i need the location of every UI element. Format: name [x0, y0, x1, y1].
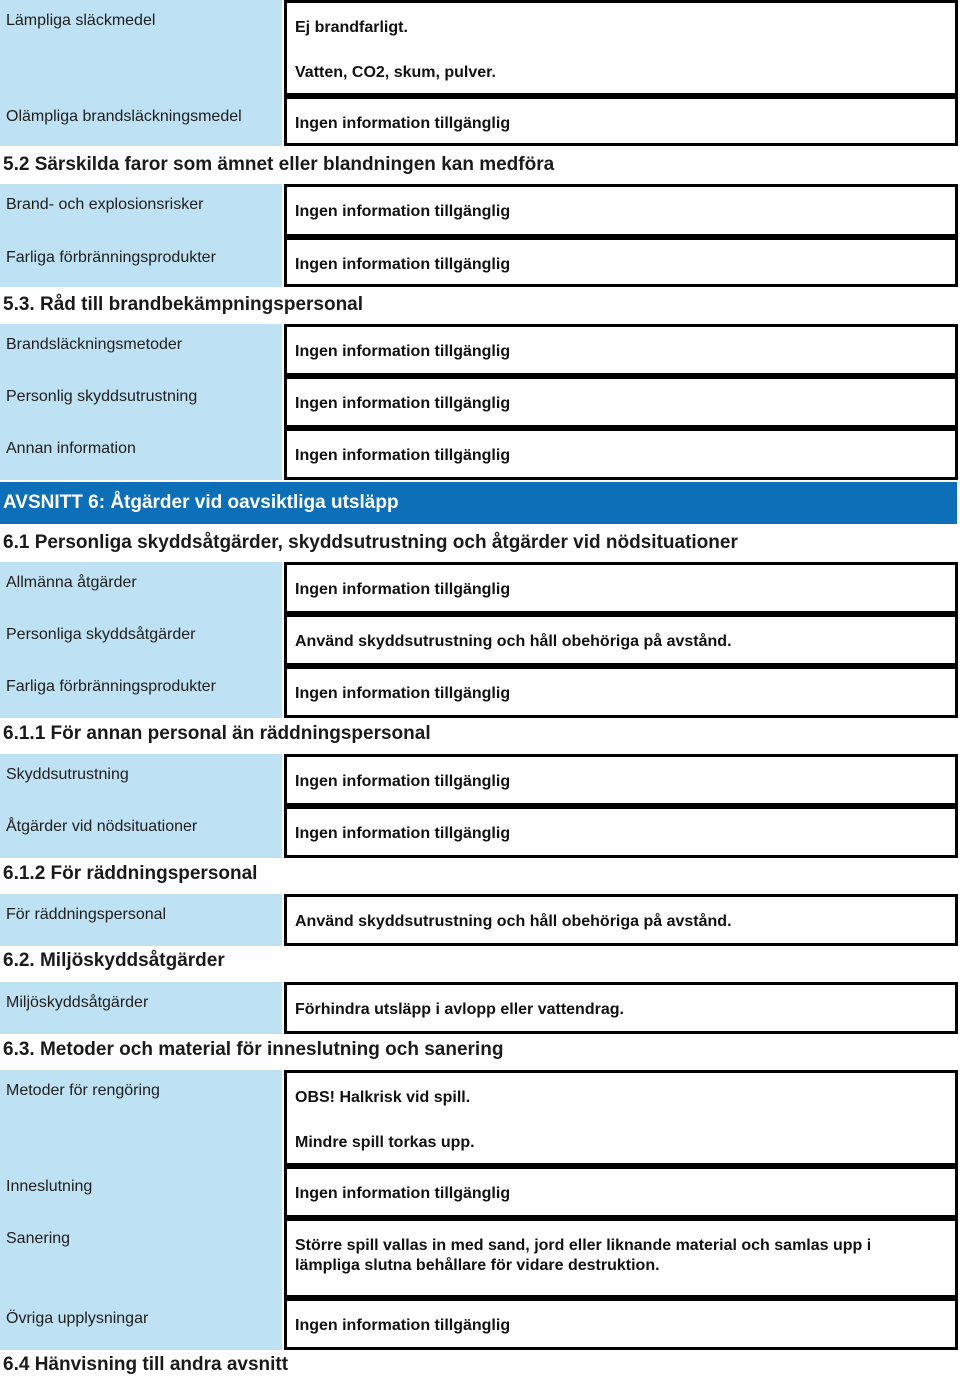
field-value: Ingen information tillgänglig — [284, 806, 958, 858]
field-value-line: OBS! Halkrisk vid spill. — [295, 1089, 471, 1106]
field-label: Farliga förbränningsprodukter — [0, 666, 282, 718]
table-row — [0, 324, 960, 376]
table-row — [0, 754, 960, 806]
subsection-heading: 6.4 Hänvisning till andra avsnitt — [3, 1354, 289, 1375]
field-value: Ingen information tillgänglig — [284, 376, 958, 428]
field-value: Ingen information tillgänglig — [284, 324, 958, 376]
subsection-heading: 6.1.1 För annan personal än räddningspersonal — [3, 723, 431, 744]
field-value-line: Ej brandfarligt. — [295, 19, 408, 36]
field-label: Farliga förbränningsprodukter — [0, 237, 282, 287]
field-value — [284, 1070, 958, 1166]
table-row — [0, 1298, 960, 1350]
field-label: Olämpliga brandsläckningsmedel — [0, 96, 282, 146]
table-row — [0, 237, 960, 287]
field-value: Ingen information tillgänglig — [284, 1298, 958, 1350]
field-value: Ingen information tillgänglig — [284, 184, 958, 237]
subsection-heading: 5.3. Råd till brandbekämpningspersonal — [3, 294, 364, 315]
subsection-heading: 6.1.2 För räddningspersonal — [3, 863, 258, 884]
field-label: Metoder för rengöring — [0, 1070, 282, 1166]
field-value: Ingen information tillgänglig — [284, 1166, 958, 1218]
subsection-heading: 6.1 Personliga skyddsåtgärder, skyddsutrustning och åtgärder vid nödsituationer — [3, 532, 738, 553]
table-row — [0, 562, 960, 614]
table-row — [0, 184, 960, 237]
subsection-heading: 6.3. Metoder och material för inneslutning och sanering — [3, 1039, 504, 1060]
table-row — [0, 376, 960, 428]
field-value: Ingen information tillgänglig — [284, 754, 958, 806]
table-row — [0, 1218, 960, 1298]
field-value: Använd skyddsutrustning och håll obehöriga på avstånd. — [284, 894, 958, 946]
field-label: Allmänna åtgärder — [0, 562, 282, 614]
field-value: Använd skyddsutrustning och håll obehöriga på avstånd. — [284, 614, 958, 666]
field-value-line: Mindre spill torkas upp. — [295, 1134, 475, 1151]
table-row — [0, 1166, 960, 1218]
field-label: Sanering — [0, 1218, 282, 1298]
table-row — [0, 806, 960, 858]
field-value — [284, 0, 958, 96]
field-label: Brand- och explosionsrisker — [0, 184, 282, 237]
field-value: Ingen information tillgänglig — [284, 428, 958, 480]
field-label: Personlig skyddsutrustning — [0, 376, 282, 428]
field-value: Förhindra utsläpp i avlopp eller vattendrag. — [284, 982, 958, 1034]
table-row — [0, 0, 960, 96]
section-header-band: AVSNITT 6: Åtgärder vid oavsiktliga utsläpp — [0, 482, 957, 524]
field-label: För räddningspersonal — [0, 894, 282, 946]
table-row — [0, 96, 960, 146]
field-value-line: Vatten, CO2, skum, pulver. — [295, 64, 496, 81]
field-value: Ingen information tillgänglig — [284, 562, 958, 614]
table-row — [0, 982, 960, 1034]
field-label: Skyddsutrustning — [0, 754, 282, 806]
field-value: Ingen information tillgänglig — [284, 237, 958, 287]
field-label: Övriga upplysningar — [0, 1298, 282, 1350]
subsection-heading: 6.2. Miljöskyddsåtgärder — [3, 950, 225, 971]
subsection-heading: 5.2 Särskilda faror som ämnet eller blandningen kan medföra — [3, 154, 555, 175]
table-row — [0, 428, 960, 480]
field-value: Ingen information tillgänglig — [284, 96, 958, 146]
field-label: Personliga skyddsåtgärder — [0, 614, 282, 666]
table-row — [0, 666, 960, 718]
table-row — [0, 614, 960, 666]
table-row — [0, 894, 960, 946]
field-label: Brandsläckningsmetoder — [0, 324, 282, 376]
field-value: Större spill vallas in med sand, jord eller liknande material och samlas upp i lämpliga slutna behållare för vidare destruktion. — [284, 1218, 958, 1298]
field-label: Miljöskyddsåtgärder — [0, 982, 282, 1034]
field-label: Inneslutning — [0, 1166, 282, 1218]
field-label: Lämpliga släckmedel — [0, 0, 282, 96]
table-row — [0, 1070, 960, 1166]
field-label: Åtgärder vid nödsituationer — [0, 806, 282, 858]
field-value: Ingen information tillgänglig — [284, 666, 958, 718]
field-label: Annan information — [0, 428, 282, 480]
